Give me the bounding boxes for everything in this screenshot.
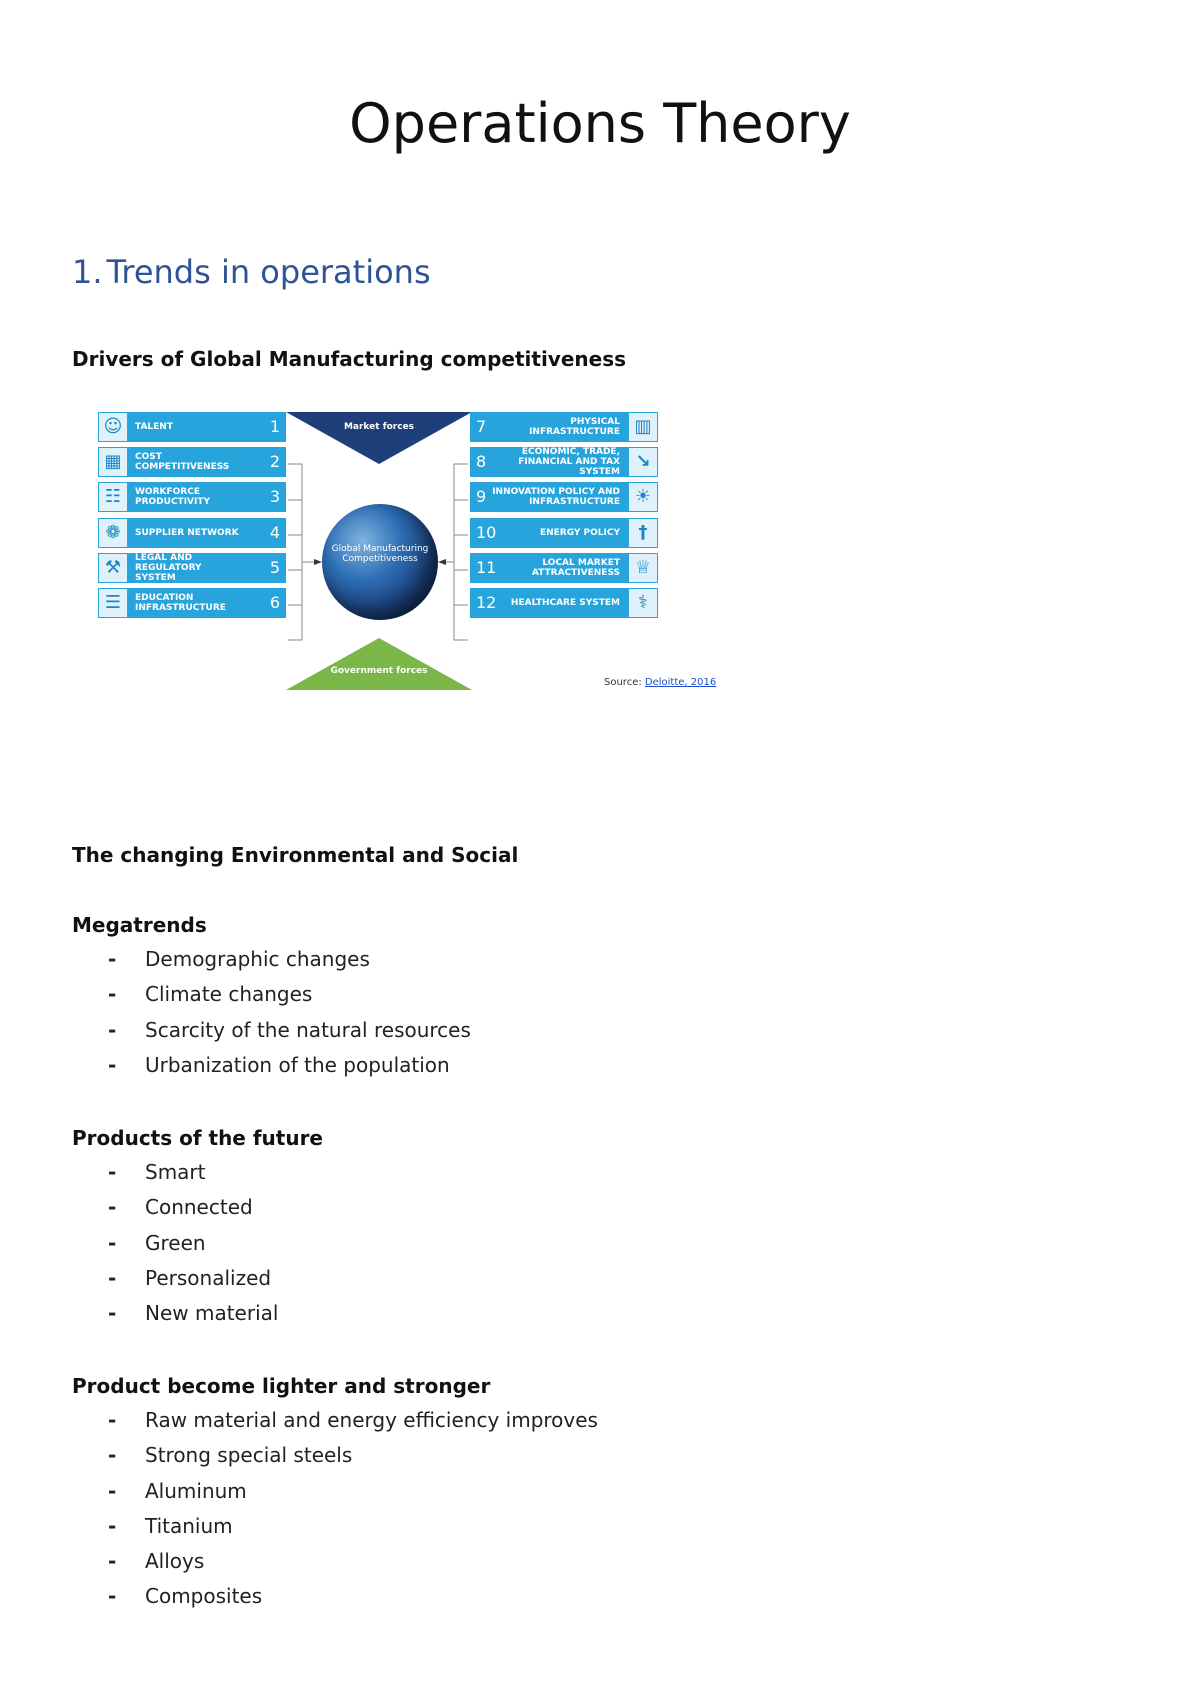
bullet-dash: -: [108, 1195, 117, 1220]
section-heading-products-future: Products of the future: [72, 1126, 323, 1150]
driver-number: 11: [476, 557, 497, 577]
person-icon: ☺: [98, 412, 128, 442]
bullet-dash: -: [108, 1408, 117, 1432]
driver-number: 9: [476, 487, 487, 507]
section-heading-environmental: The changing Environmental and Social: [72, 843, 519, 867]
people-icon: ☷: [98, 482, 128, 512]
chart-icon: ↘: [628, 447, 658, 477]
basket-icon: ♕: [628, 553, 658, 583]
list-item-text: New material: [145, 1301, 279, 1326]
document-title: Operations Theory: [349, 92, 851, 155]
lightbulb-icon: ☀: [628, 482, 658, 512]
driver-number: 1: [269, 417, 280, 436]
products-future-list: [0, 1157, 278, 1333]
megatrends-list: [0, 944, 471, 1085]
driver-label: PHYSICAL INFRASTRUCTURE: [529, 417, 620, 437]
bullet-dash: -: [108, 1549, 117, 1574]
section-heading: [72, 252, 431, 292]
driver-label: TALENT: [135, 422, 173, 432]
bullet-dash: -: [108, 1478, 117, 1503]
source-link[interactable]: Deloitte, 2016: [644, 677, 717, 688]
globe-label: Global Manufacturing Competitiveness: [331, 544, 429, 564]
right-bracket-ticks: [454, 500, 468, 605]
driver-12: [470, 588, 658, 618]
gavel-icon: ⚒: [98, 553, 128, 583]
bullet-dash: -: [108, 947, 117, 971]
list-item-text: Raw material and energy efficiency improves: [145, 1408, 598, 1432]
driver-label: ENERGY POLICY: [539, 527, 620, 538]
diagram-heading: Drivers of Global Manufacturing competitiveness: [72, 347, 627, 371]
network-icon: ❁: [98, 518, 128, 548]
driver-number: 3: [269, 487, 280, 507]
list-item: [0, 1476, 598, 1511]
drivers-diagram: [96, 412, 716, 702]
list-item-text: Strong special steels: [145, 1443, 353, 1468]
building-icon: ▥: [628, 412, 658, 442]
driver-label: COST COMPETITIVENESS: [135, 452, 230, 473]
driver-10: [470, 518, 658, 548]
list-item: [0, 1511, 598, 1546]
globe-image: [322, 504, 438, 620]
driver-8: [470, 447, 658, 477]
driver-number: 5: [269, 557, 280, 577]
bullet-dash: -: [108, 1017, 117, 1042]
driver-4: [98, 518, 286, 548]
driver-3: [98, 482, 286, 512]
list-item: [0, 1405, 598, 1440]
driver-number: 8: [476, 452, 487, 472]
left-bracket-ticks: [288, 500, 302, 605]
list-item: [0, 1050, 471, 1085]
driver-number: 7: [476, 417, 487, 436]
driver-1: [98, 412, 286, 442]
list-item-text: Composites: [145, 1584, 263, 1609]
bullet-dash: -: [108, 982, 117, 1007]
driver-7: [470, 412, 658, 442]
lighter-stronger-list: [0, 1405, 598, 1617]
driver-label: LEGAL AND REGULATORY SYSTEM: [135, 552, 202, 583]
list-item-text: Alloys: [145, 1549, 205, 1574]
left-arrow: [314, 559, 322, 565]
list-item-text: Titanium: [145, 1513, 233, 1538]
section-title: Trends in operations: [106, 253, 431, 291]
section-number: 1.: [72, 253, 103, 291]
market-forces-label: Market forces: [343, 422, 415, 432]
list-item-text: Connected: [145, 1195, 253, 1220]
list-item-text: Scarcity of the natural resources: [145, 1017, 471, 1042]
market-forces-triangle: [286, 412, 472, 464]
driver-11: [470, 553, 658, 583]
list-item: [0, 1192, 278, 1227]
source-prefix: Source:: [604, 677, 642, 688]
left-bracket-line: [288, 464, 302, 640]
bullet-dash: -: [108, 1443, 117, 1468]
calculator-icon: ▦: [98, 447, 128, 477]
list-item-text: Climate changes: [145, 982, 313, 1007]
list-item: [0, 1263, 278, 1298]
driver-number: 2: [269, 452, 280, 472]
bullet-dash: -: [108, 1584, 117, 1609]
power-pylon-icon: †: [628, 518, 658, 548]
book-icon: ☰: [98, 588, 128, 618]
list-item: [0, 1440, 598, 1475]
driver-label: WORKFORCE PRODUCTIVITY: [135, 487, 211, 508]
government-forces-triangle: [286, 638, 472, 690]
driver-label: EDUCATION INFRASTRUCTURE: [135, 593, 226, 613]
list-item: [0, 1157, 278, 1192]
list-item: [0, 1546, 598, 1581]
list-item: [0, 1581, 598, 1616]
diagram-source: [604, 677, 716, 688]
right-bracket-line: [454, 464, 468, 640]
driver-2: [98, 447, 286, 477]
driver-9: [470, 482, 658, 512]
list-item: [0, 1228, 278, 1263]
driver-label: LOCAL MARKET ATTRACTIVENESS: [531, 557, 620, 578]
list-item-text: Green: [145, 1230, 206, 1255]
right-arrow: [438, 559, 446, 565]
list-item: [0, 1298, 278, 1333]
driver-number: 12: [476, 593, 497, 612]
list-item-text: Personalized: [145, 1265, 272, 1290]
section-heading-lighter-stronger: Product become lighter and stronger: [72, 1374, 491, 1398]
list-item-text: Smart: [145, 1160, 206, 1184]
driver-number: 6: [269, 593, 280, 612]
bullet-dash: -: [108, 1230, 117, 1255]
list-item: [0, 1015, 471, 1050]
list-item-text: Aluminum: [145, 1478, 247, 1503]
driver-label: INNOVATION POLICY AND INFRASTRUCTURE: [492, 487, 620, 508]
bullet-dash: -: [108, 1160, 117, 1184]
section-heading-megatrends: Megatrends: [72, 913, 207, 937]
bullet-dash: -: [108, 1052, 117, 1077]
bullet-dash: -: [108, 1301, 117, 1326]
bullet-dash: -: [108, 1513, 117, 1538]
driver-label: HEALTHCARE SYSTEM: [510, 598, 620, 608]
driver-number: 4: [269, 522, 280, 542]
driver-label: ECONOMIC, TRADE, FINANCIAL AND TAX SYSTEM: [518, 447, 620, 478]
stethoscope-icon: ⚕: [628, 588, 658, 618]
driver-number: 10: [476, 522, 497, 542]
list-item-text: Urbanization of the population: [145, 1052, 450, 1077]
list-item: [0, 944, 471, 979]
bullet-dash: -: [108, 1265, 117, 1290]
government-forces-label: Government forces: [330, 666, 428, 676]
driver-5: [98, 553, 286, 583]
driver-label: SUPPLIER NETWORK: [135, 527, 239, 538]
driver-6: [98, 588, 286, 618]
list-item: [0, 979, 471, 1014]
list-item-text: Demographic changes: [145, 947, 370, 971]
